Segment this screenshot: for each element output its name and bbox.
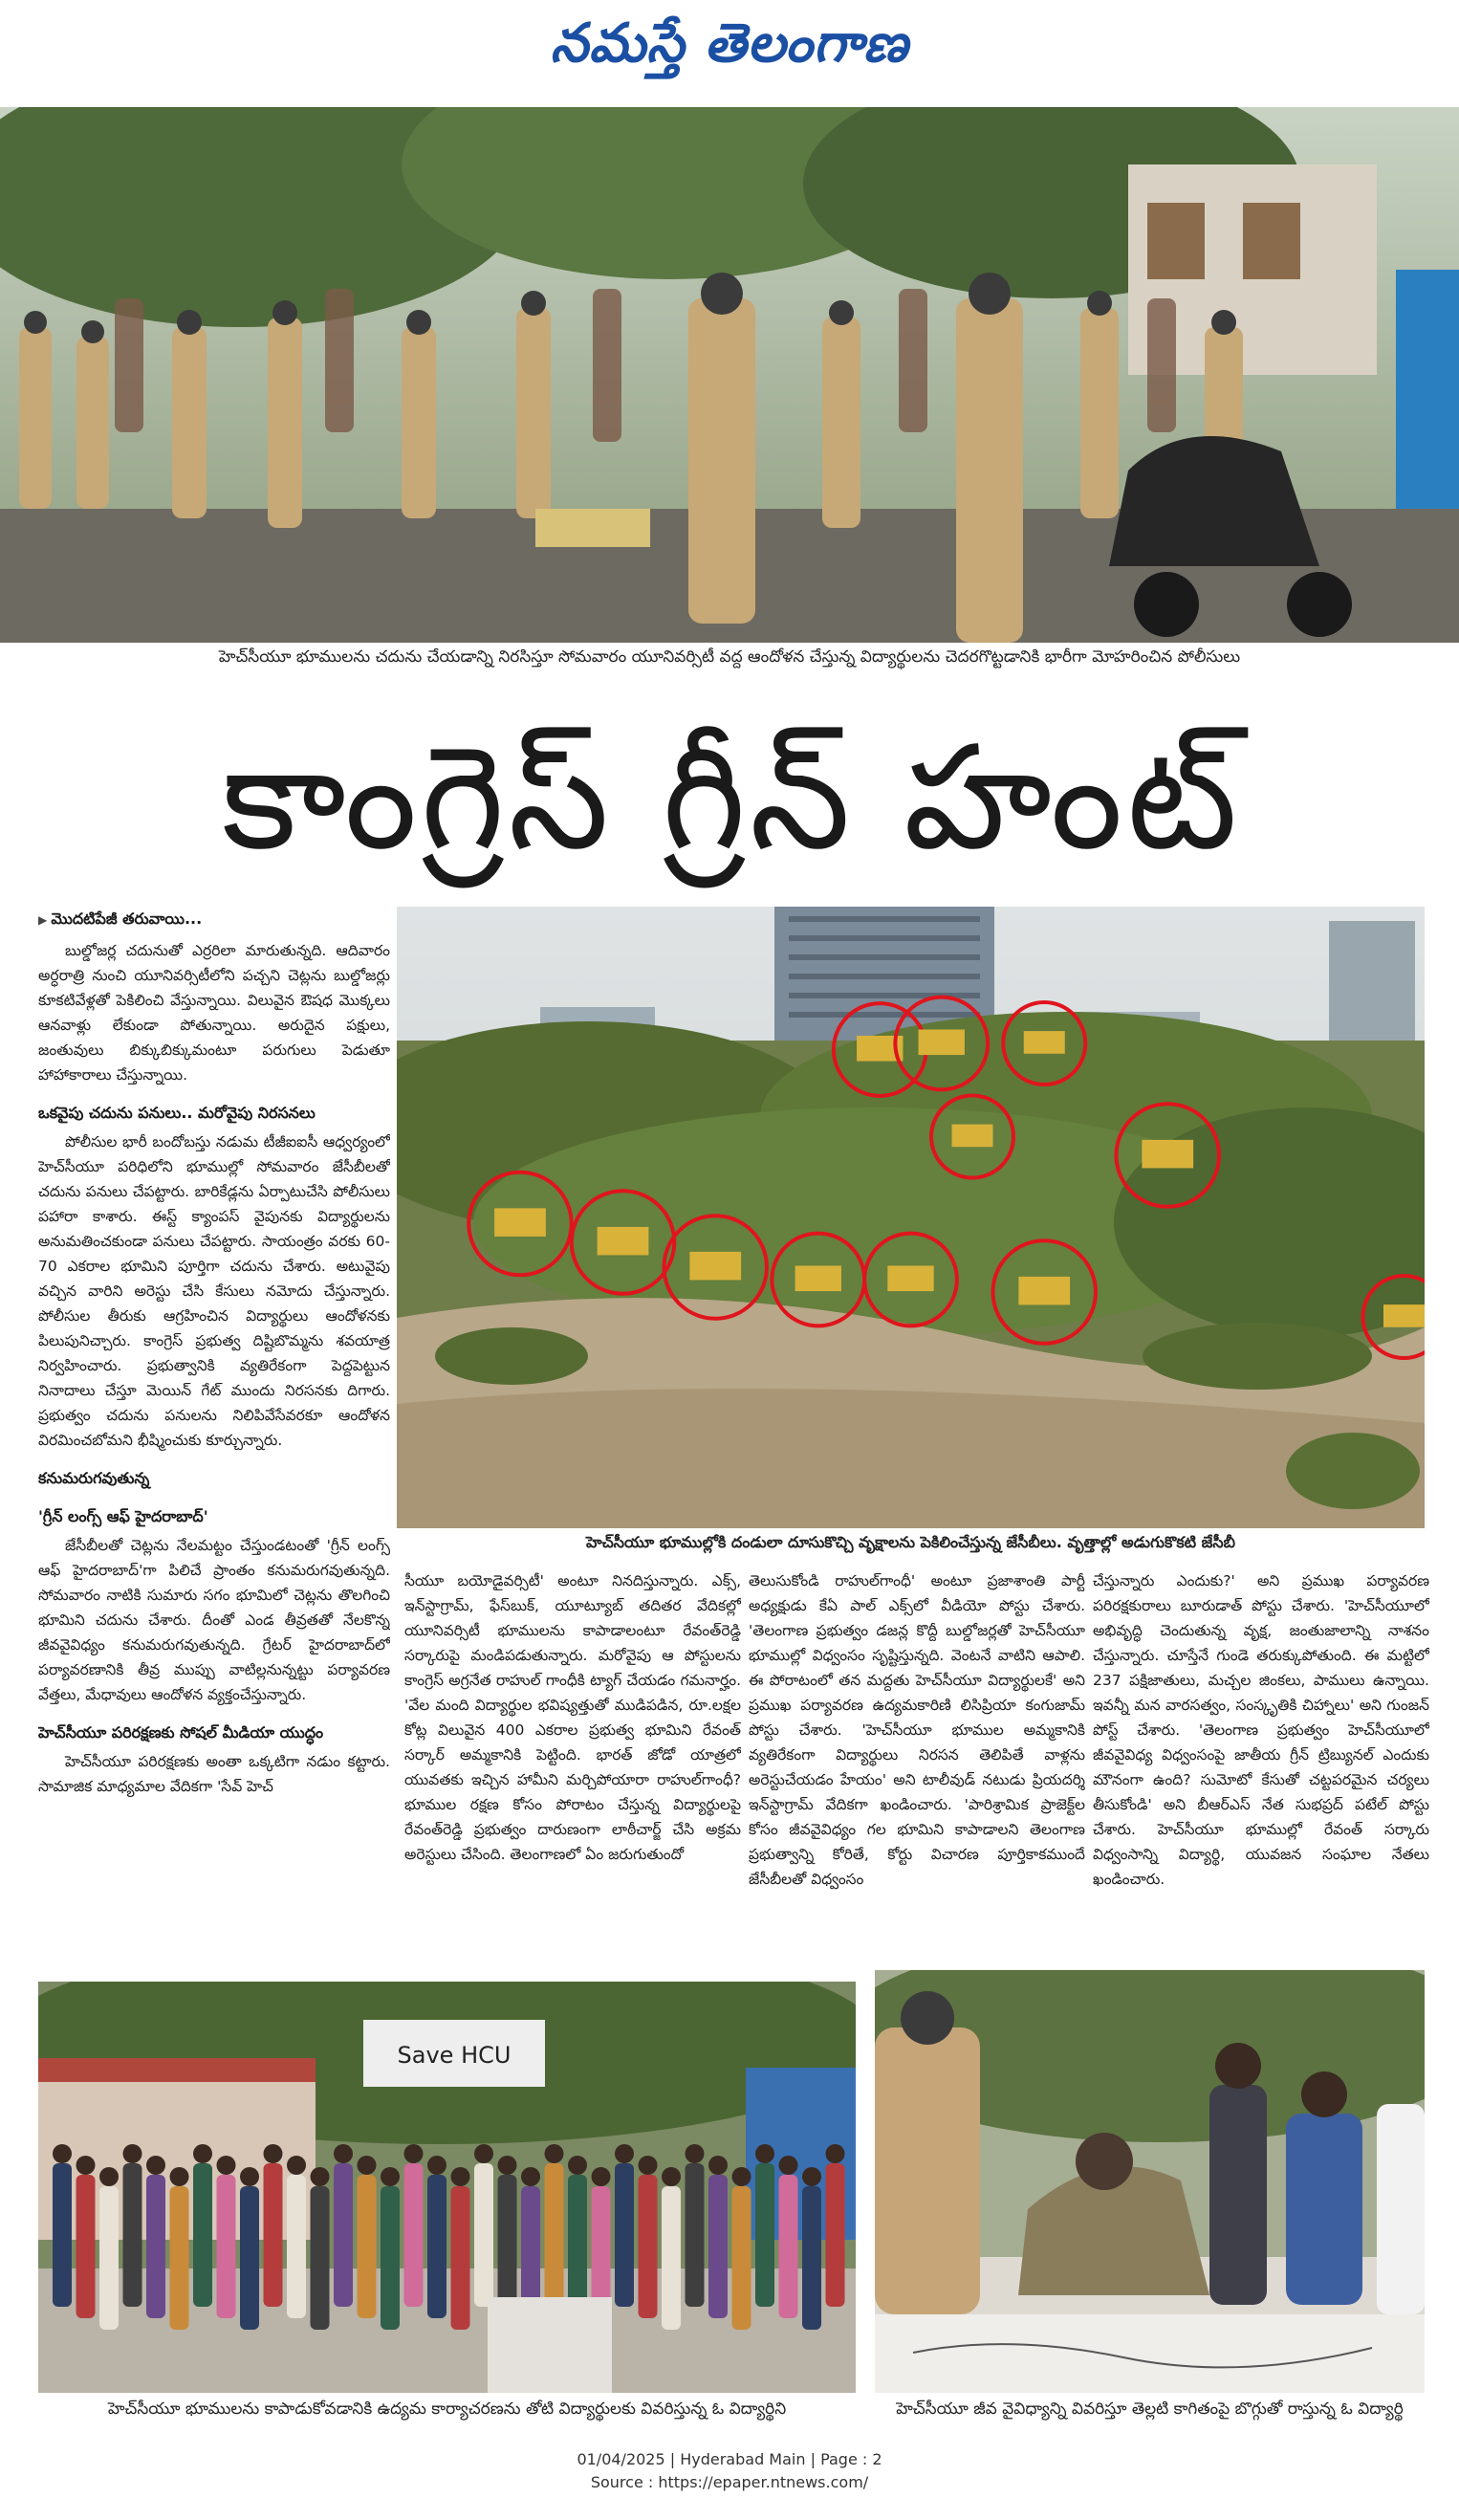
article-column-2 — [404, 1568, 741, 1973]
student-figure — [217, 2175, 236, 2318]
student-head — [358, 2156, 377, 2175]
student-head — [193, 2144, 212, 2163]
student-figure — [498, 2175, 517, 2318]
student-figure — [311, 2186, 330, 2330]
bottom-left-caption: హెచ్‌సీయూ భూములను కాపాడుకోవడానికి ఉద్యమ కార్యాచరణను తోటి విద్యార్థులకు వివరిస్తున్న ఓ విద్యార్థిని — [107, 2399, 787, 2419]
student-head — [381, 2167, 400, 2186]
paragraph: హెచ్‌సీయూ పరిరక్షణకు అంతా ఒక్కటిగా నడుం కట్టారు. సామాజిక మాధ్యమాల వేదికగా 'సేవ్ హెచ్ — [38, 1753, 390, 1795]
masthead — [0, 0, 1459, 100]
top-photo — [0, 107, 1459, 643]
student-figure — [240, 2186, 259, 2330]
paragraph: బుల్డోజర్ల చదునుతో ఎర్రరిలా మారుతున్నది. ఆదివారం అర్ధరాత్రి నుంచి యూనివర్సిటీలోని పచ్చని చెట్లను బుల్డోజర్లు కూకటివేళ్లతో పెకిలించి వేస్తున్నాయి. విలువైన ఔషధ మొక్కలు ఆనవాళ్లు లేకుండా పోతున్నాయి. అరుదైన పక్షులు, జంతువులు బిక్కుబిక్కుమంటూ పరుగులు పెడుతూ హాహాకారాలు చేస్తున్నాయి. — [38, 942, 390, 1084]
jcb-excavator — [1142, 1140, 1193, 1169]
article-column-3 — [749, 1568, 1085, 1973]
student-figure — [802, 2186, 821, 2330]
student-head — [639, 2156, 658, 2175]
jcb-excavator — [1018, 1277, 1070, 1305]
student-head — [404, 2144, 424, 2163]
student-figure — [264, 2163, 283, 2307]
jcb-excavator — [919, 1029, 965, 1055]
student-figure — [146, 2175, 165, 2318]
student-head — [615, 2144, 634, 2163]
column-2-body — [404, 1568, 741, 1867]
student-head — [568, 2156, 587, 2175]
student-head — [686, 2144, 705, 2163]
column-3-body — [749, 1568, 1085, 1892]
student-figure — [404, 2163, 424, 2307]
student-head — [264, 2144, 283, 2163]
student-head — [498, 2156, 517, 2175]
paragraph: చేస్తున్నారు ఎందుకు?' అని ప్రముఖ పర్యావరణ పరిరక్షకురాలు బూరుడాత్ పోస్టు చేశారు. 'హెచ్‌సీయూలో అభివృద్ధి చెందుతున్న వృక్ష, జంతుజాలాన్ని నాశనం చేస్తున్నారు. చూస్తేనే గుండె తరుక్కుపోతుంది. ఈ మట్టిలో 237 పక్షిజాతులు, మచ్చల జింకలు, పాములు ఉన్నాయి. ఇవన్నీ మన వారసత్వం, సంస్కృతికి చిహ్నాలు' అని గుంజన్ పోస్ట్ చేశారు. 'తెలంగాణ ప్రభుత్వం హెచ్‌సీయూలో జీవవైవిధ్య విధ్వంసంపై జాతీయ గ్రీన్ ట్రిబ్యునల్ ఎందుకు మౌనంగా ఉంది? సుమోటో కేసుతో చట్టపరమైన చర్యలు తీసుకోండి' అని బీఆర్ఎస్ నేత సుభప్రద్ పటేల్ పోస్టు చేశారు. హెచ్‌సీయూ భూముల్లో రేవంత్ సర్కారు విధ్వంసాన్ని విద్యార్థి, యువజన సంఘాల నేతలు ఖండించారు. — [1093, 1572, 1429, 1888]
student-figure — [662, 2186, 681, 2330]
student-figure — [545, 2163, 564, 2307]
student-figure — [381, 2186, 400, 2330]
jump-line: ▶ మొదటిపేజీ తరువాయి... — [38, 907, 390, 932]
student-figure — [170, 2186, 189, 2330]
newspaper-title: నమస్తే తెలంగాణ — [550, 12, 909, 75]
student-head — [53, 2144, 72, 2163]
student-head — [592, 2167, 611, 2186]
middle-photo-caption: హెచ్‌సీయూ భూముల్లోకి దండులా దూసుకొచ్చి వృక్షాలను పెకిలించేస్తున్న జేసీబీలు. వృత్తాల్లో అడుగుకొకటి జేసీబీ — [586, 1533, 1235, 1551]
student-head — [76, 2156, 96, 2175]
student-head — [451, 2167, 470, 2186]
student-figure — [568, 2175, 587, 2318]
student-figure — [99, 2186, 119, 2330]
article-column-4 — [1093, 1568, 1429, 1973]
bottom-left-photo — [38, 1982, 856, 2393]
student-figure — [639, 2175, 658, 2318]
student-head — [146, 2156, 165, 2175]
student-figure — [708, 2175, 728, 2318]
student-head — [521, 2167, 540, 2186]
student-head — [240, 2167, 259, 2186]
subheading: ఒకవైపు చదును పనులు.. మరోవైపు నిరసనలు — [38, 1104, 316, 1122]
student-figure — [779, 2175, 798, 2318]
column-4-body — [1093, 1568, 1429, 1892]
top-photo-caption: హెచ్‌సీయూ భూములను చదును చేయడాన్ని నిరసిస్తూ సోమవారం యూనివర్సిటీ వద్ద ఆందోళన చేస్తున్న విద్యార్థులను చెదరగొట్టడానికి భారీగా మోహరించిన పోలీసులు — [218, 647, 1241, 667]
student-figure — [76, 2175, 96, 2318]
student-head — [311, 2167, 330, 2186]
student-figure — [451, 2186, 470, 2330]
student-head — [826, 2144, 845, 2163]
jcb-excavator — [689, 1252, 741, 1281]
subheading: కనుమరుగవుతున్న — [38, 1469, 150, 1487]
banner-text: Save HCU — [397, 2042, 512, 2069]
student-head — [779, 2156, 798, 2175]
jcb-excavator — [1383, 1304, 1425, 1327]
student-figure — [755, 2163, 774, 2307]
student-figure — [686, 2163, 705, 2307]
student-head — [123, 2144, 142, 2163]
jcb-excavator — [494, 1208, 546, 1237]
student-head — [755, 2144, 774, 2163]
footer-date-edition: 01/04/2025 | Hyderabad Main | Page : 2 — [577, 2450, 882, 2468]
student-figure — [826, 2163, 845, 2307]
headline-text: కాంగ్రెస్ గ్రీన్ హంట్ — [221, 715, 1242, 882]
student-figure — [53, 2163, 72, 2307]
student-figure — [358, 2175, 377, 2318]
student-figure — [427, 2175, 446, 2318]
student-head — [662, 2167, 681, 2186]
student-head — [334, 2144, 353, 2163]
student-head — [287, 2156, 306, 2175]
paragraph: జేసీబీలతో చెట్లను నేలమట్టం చేస్తుండటంతో 'గ్రీన్ లంగ్స్ ఆఫ్ హైదరాబాద్'గా పిలిచే ప్రాంతం కనుమరుగవుతున్నది. సోమవారం నాటికి సుమారు సగం భూమిలో చెట్లను తొలగించి భూమిని చదును చేశారు. దీంతో ఎండ తీవ్రతతో నేలకొన్న జీవవైవిధ్యం కనుమరుగవుతున్నది. గ్రేటర్ హైదరాబాద్‌లో పర్యావరణానికి తీవ్ర ముప్పు వాటిల్లనున్నట్టు పర్యావరణ వేత్తలు, మేధావులు ఆందోళన వ్యక్తంచేస్తున్నారు. — [38, 1537, 390, 1703]
middle-photo — [397, 907, 1425, 1528]
subheading: హెచ్‌సీయూ పరిరక్షణకు సోషల్ మీడియా యుద్ధం — [38, 1723, 324, 1742]
student-figure — [287, 2175, 306, 2318]
student-head — [170, 2167, 189, 2186]
student-figure — [732, 2186, 751, 2330]
student-head — [99, 2167, 119, 2186]
jcb-excavator — [1024, 1031, 1065, 1054]
student-head — [217, 2156, 236, 2175]
jcb-excavator — [952, 1125, 993, 1148]
student-figure — [615, 2163, 634, 2307]
bottom-right-photo — [875, 1970, 1425, 2393]
article-column-1 — [38, 907, 390, 1973]
student-figure — [334, 2163, 353, 2307]
headline — [38, 703, 1425, 894]
paragraph: సీయూ బయోడైవర్సిటీ' అంటూ నినదిస్తున్నారు. ఎక్స్, ఇన్‌స్టాగ్రామ్, ఫేస్‌బుక్, యూట్యూబ్ తదితర వేదికల్లో యూనివర్సిటీ భూములను కాపాడాలంటూ రేవంత్‌రెడ్డి సర్కారుపై మండిపడుతున్నారు. మరోవైపు ఆ పోస్టులను కాంగ్రెస్ అగ్రనేత రాహుల్ గాంధీకి ట్యాగ్ చేయడం గమనార్హం. 'వేల మంది విద్యార్థుల భవిష్యత్తుతో ముడిపడిన, రూ.లక్షల కోట్ల విలువైన 400 ఎకరాల ప్రభుత్వ భూమిని రేవంత్ సర్కార్ అమ్మకానికి పెట్టింది. భారత్ జోడో యాత్రలో యువతకు ఇచ్చిన హామీని మర్చిపోయారా రాహుల్‌గాంధీ? భూముల రక్షణ కోసం పోరాటం చేస్తున్న విద్యార్థులపై రేవంత్‌రెడ్డి ప్రభుత్వం దారుణంగా లాఠీచార్జ్ చేసి అక్రమ అరెస్టులు చేసింది. తెలంగాణలో ఏం జరుగుతుందో — [404, 1572, 741, 1863]
subheading: 'గ్రీన్ లంగ్స్ ఆఫ్ హైదరాబాద్' — [38, 1507, 208, 1525]
paragraph: తెలుసుకోండి రాహుల్‌గాంధీ' అంటూ ప్రజాశాంతి పార్టీ అధ్యక్షుడు కేఏ పాల్ ఎక్స్‌లో వీడియో పోస్టు చేశారు. 'తెలంగాణ ప్రభుత్వం డజన్ల కొద్దీ బుల్డోజర్లతో హెచ్‌సీయూ భూముల్లో విధ్వంసం సృష్టిస్తున్నది. వెంటనే వాటిని ఆపాలి. ఈ పోరాటంలో తన మద్దతు హెచ్‌సీయూ విద్యార్థులకే' అని ప్రముఖ పర్యావరణ ఉద్యమకారిణి లిసిప్రియా కంగుజామ్ పోస్టు చేశారు. 'హెచ్‌సీయూ భూముల అమ్మకానికి వ్యతిరేకంగా విద్యార్థులు నిరసన తెలిపితే వాళ్లను అరెస్టుచేయడం హేయం' అని టాలీవుడ్ నటుడు ప్రియదర్శి ఇన్‌స్టాగ్రామ్ వేదికగా ఖండించారు. 'పారిశ్రామిక ప్రాజెక్ట్‌ల కోసం జీవవైవిధ్యం గల భూమిని కాపాడాలని తెలంగాణ ప్రభుత్వాన్ని కోరితే, కోర్టు విచారణ పూర్తికాకముందే జేసీబీలతో విధ్వంసం — [749, 1572, 1085, 1888]
jcb-excavator — [598, 1227, 649, 1256]
jcb-excavator — [795, 1265, 841, 1291]
student-head — [474, 2144, 493, 2163]
student-head — [732, 2167, 751, 2186]
student-head — [708, 2156, 728, 2175]
footer-source-link[interactable]: Source : https://epaper.ntnews.com/ — [590, 2473, 869, 2491]
student-head — [802, 2167, 821, 2186]
student-head — [545, 2144, 564, 2163]
column-1-body — [38, 938, 390, 1799]
student-head — [427, 2156, 446, 2175]
bottom-right-caption: హెచ్‌సీయూ జీవ వైవిధ్యాన్ని వివరిస్తూ తెల్లటి కాగితంపై బొగ్గుతో రాస్తున్న ఓ విద్యార్థి — [896, 2399, 1404, 2419]
student-figure — [123, 2163, 142, 2307]
student-figure — [193, 2163, 212, 2307]
jcb-excavator — [887, 1265, 933, 1291]
paragraph: పోలీసుల భారీ బందోబస్తు నడుమ టీజీఐఐసీ ఆధ్వర్యంలో హెచ్‌సీయూ పరిధిలోని భూముల్లో సోమవారం జేసీబీలతో చదును పనులు చేపట్టారు. బారికేడ్లను ఏర్పాటుచేసి పోలీసులు పహారా కాశారు. ఈస్ట్ క్యాంపస్ వైపునకు విద్యార్థులను అనుమతించకుండా పనులు చేపట్టారు. సాయంత్రం వరకు 60-70 ఎకరాల భూమిని పూర్తిగా చదును చేశారు. అటువైపు వచ్చిన వారిని అరెస్టు చేసి కేసులు నమోదు చేస్తున్నారు. పోలీసుల తీరుకు ఆగ్రహించిన విద్యార్థులు ఆందోళనకు పిలుపునిచ్చారు. కాంగ్రెస్ ప్రభుత్వ దిష్టిబొమ్మను శవయాత్ర నిర్వహించారు. ప్రభుత్వానికి వ్యతిరేకంగా పెద్దపెట్టున నినాదాలు చేస్తూ మెయిన్ గేట్ ముందు నిరసనకు దిగారు. ప్రభుత్వం చదును పనులను నిలిపివేసేవరకూ ఆందోళన విరమించబోమని భీష్మించుకు కూర్చున్నారు. — [38, 1133, 390, 1449]
student-figure — [474, 2163, 493, 2307]
